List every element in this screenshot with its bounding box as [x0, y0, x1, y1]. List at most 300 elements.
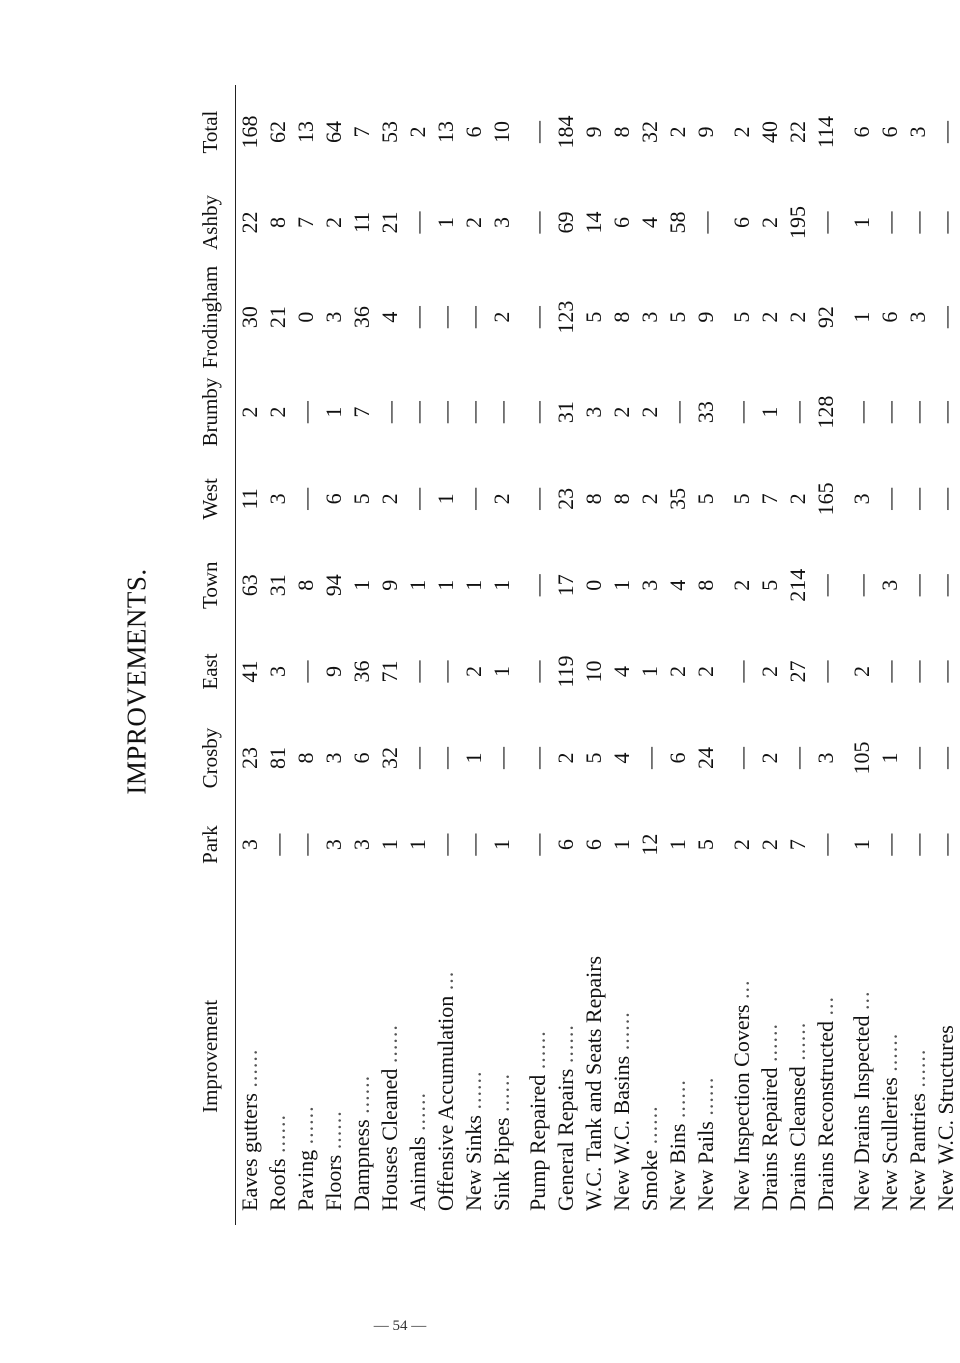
cell-crosby: 105 — [849, 741, 874, 775]
row-leader-dots: ...... — [553, 1024, 578, 1064]
cell-west: 3 — [265, 493, 290, 505]
cell-frodingham: 21 — [265, 306, 290, 329]
cell-park: 6 — [581, 839, 606, 851]
cell-crosby: 23 — [237, 747, 262, 770]
cell-total: 6 — [849, 126, 874, 138]
row-label — [404, 888, 432, 1225]
cell-total: 9 — [581, 126, 606, 138]
cell-frodingham: 2 — [757, 311, 782, 323]
cell-crosby: 2 — [757, 752, 782, 764]
column-header-east: East — [185, 629, 236, 715]
cell-crosby: 1 — [461, 752, 486, 764]
cell-town: 9 — [377, 579, 402, 591]
cell-ashby: — — [525, 211, 550, 234]
row-label-text: New W.C. Structures — [933, 1025, 958, 1211]
cell-frodingham: 92 — [813, 306, 838, 329]
cell-crosby: 5 — [581, 752, 606, 764]
table-row — [932, 85, 960, 1225]
row-label-text: Drains Reconstructed — [813, 1021, 838, 1211]
table-row — [840, 85, 876, 1225]
row-label — [432, 888, 460, 1225]
cell-crosby: 3 — [813, 752, 838, 764]
cell-west: 5 — [729, 493, 754, 505]
row-label-text: New Drains Inspected — [849, 1015, 874, 1211]
row-leader-dots: ...... — [489, 1072, 514, 1112]
cell-town: 214 — [785, 568, 810, 602]
column-header-park: Park — [185, 802, 236, 888]
cell-park: — — [933, 833, 958, 856]
cell-east: 27 — [785, 660, 810, 683]
cell-park: 6 — [553, 839, 578, 851]
row-leader-dots: ...... — [785, 1021, 810, 1061]
row-label — [812, 888, 840, 1225]
cell-crosby: 4 — [609, 752, 634, 764]
cell-ashby: 11 — [349, 211, 374, 234]
row-leader-dots: ...... — [293, 1105, 318, 1145]
cell-ashby: — — [877, 211, 902, 234]
cell-frodingham: 36 — [349, 306, 374, 329]
row-leader-dots: ...... — [609, 1011, 634, 1051]
cell-park: 1 — [489, 839, 514, 851]
cell-frodingham: 4 — [377, 311, 402, 323]
cell-east: 3 — [265, 666, 290, 678]
cell-east: 2 — [693, 666, 718, 678]
cell-west: 2 — [637, 493, 662, 505]
row-leader-dots: ... — [813, 996, 838, 1016]
row-label — [608, 888, 636, 1225]
cell-west: 8 — [609, 493, 634, 505]
table-row — [692, 85, 720, 1225]
cell-east: — — [729, 660, 754, 683]
cell-east: 2 — [665, 666, 690, 678]
cell-town: — — [905, 574, 930, 597]
cell-crosby: 3 — [321, 752, 346, 764]
row-label — [756, 888, 784, 1225]
cell-total: 9 — [693, 126, 718, 138]
cell-town: 17 — [553, 574, 578, 597]
cell-brumby: 3 — [581, 406, 606, 418]
cell-frodingham: 123 — [553, 300, 578, 334]
row-label-text: New Pantries — [905, 1093, 930, 1211]
cell-west: — — [405, 487, 430, 510]
column-header-town: Town — [185, 542, 236, 628]
cell-town: 1 — [461, 579, 486, 591]
table-row — [756, 85, 784, 1225]
cell-park: 12 — [637, 833, 662, 856]
table-row — [320, 85, 348, 1225]
table-body — [236, 85, 960, 1225]
improvements-table-rotated — [185, 85, 958, 1225]
row-label-text: New Sculleries — [877, 1077, 902, 1211]
cell-ashby: 2 — [461, 216, 486, 228]
cell-brumby: 31 — [553, 401, 578, 424]
row-label — [580, 888, 608, 1225]
cell-east: — — [525, 660, 550, 683]
cell-ashby: — — [405, 211, 430, 234]
cell-total: 53 — [377, 121, 402, 144]
cell-frodingham: — — [933, 306, 958, 329]
cell-park: 1 — [405, 839, 430, 851]
table-row — [460, 85, 488, 1225]
row-label — [692, 888, 720, 1225]
column-header-brumby: Brumby — [185, 368, 236, 455]
table-row — [488, 85, 516, 1225]
cell-west: 2 — [785, 493, 810, 505]
cell-town: — — [933, 574, 958, 597]
row-label-text: New Sinks — [461, 1115, 486, 1211]
row-label — [876, 888, 904, 1225]
row-label-text: Houses Cleaned — [377, 1068, 402, 1211]
row-label — [552, 888, 580, 1225]
cell-park: 5 — [693, 839, 718, 851]
cell-ashby: 6 — [609, 216, 634, 228]
table-row — [904, 85, 932, 1225]
cell-park: 2 — [757, 839, 782, 851]
cell-brumby: 1 — [757, 406, 782, 418]
cell-frodingham: 9 — [693, 311, 718, 323]
cell-town: — — [525, 574, 550, 597]
table-row — [608, 85, 636, 1225]
cell-ashby: 58 — [665, 211, 690, 234]
cell-brumby: — — [905, 401, 930, 424]
page-title-text: IMPROVEMENTS. — [121, 568, 152, 795]
cell-east: 10 — [581, 660, 606, 683]
cell-brumby: — — [377, 401, 402, 424]
cell-park: — — [525, 833, 550, 856]
cell-east: 9 — [321, 666, 346, 678]
row-leader-dots: ...... — [237, 1048, 262, 1088]
table-row — [376, 85, 404, 1225]
table-row — [720, 85, 756, 1225]
cell-crosby: 24 — [693, 747, 718, 770]
row-leader-dots: ...... — [349, 1074, 374, 1114]
row-leader-dots: ...... — [637, 1105, 662, 1145]
cell-west: 11 — [237, 488, 262, 510]
cell-west: 1 — [433, 493, 458, 505]
table-row — [876, 85, 904, 1225]
cell-west: 2 — [489, 493, 514, 505]
cell-ashby: 8 — [265, 216, 290, 228]
cell-west: 2 — [377, 493, 402, 505]
row-label-text: Roofs — [265, 1158, 290, 1211]
column-header-total: Total — [185, 85, 236, 179]
cell-brumby: — — [849, 401, 874, 424]
cell-east: — — [813, 660, 838, 683]
cell-town: 1 — [349, 579, 374, 591]
row-leader-dots: ... — [849, 990, 874, 1010]
page-number: — 54 — — [373, 1318, 427, 1334]
row-label — [840, 888, 876, 1225]
cell-town: 3 — [877, 579, 902, 591]
cell-west: — — [933, 487, 958, 510]
cell-east: 2 — [461, 666, 486, 678]
cell-park: 1 — [609, 839, 634, 851]
cell-crosby: 81 — [265, 747, 290, 770]
cell-crosby: — — [785, 747, 810, 770]
cell-crosby: 6 — [349, 752, 374, 764]
cell-ashby: 3 — [489, 216, 514, 228]
table-row — [664, 85, 692, 1225]
row-label-text: Paving — [293, 1149, 318, 1211]
cell-brumby: — — [433, 401, 458, 424]
row-label-text: General Repairs — [553, 1068, 578, 1211]
cell-west: 3 — [849, 493, 874, 505]
cell-total: 13 — [433, 121, 458, 144]
cell-crosby: — — [637, 747, 662, 770]
cell-frodingham: 2 — [785, 311, 810, 323]
cell-ashby: 1 — [433, 216, 458, 228]
row-label — [720, 888, 756, 1225]
cell-brumby: — — [293, 401, 318, 424]
cell-crosby: 8 — [293, 752, 318, 764]
table-row — [236, 85, 265, 1225]
row-label-text: New Pails — [693, 1121, 718, 1211]
cell-frodingham: 5 — [581, 311, 606, 323]
row-leader-dots: ... — [729, 979, 754, 999]
row-label-text: Offensive Accumulation — [433, 995, 458, 1211]
cell-brumby: 2 — [637, 406, 662, 418]
row-leader-dots: ...... — [377, 1024, 402, 1064]
cell-frodingham: 1 — [849, 311, 874, 323]
cell-town: 63 — [237, 574, 262, 597]
cell-west: 6 — [321, 493, 346, 505]
cell-east: 36 — [349, 660, 374, 683]
cell-park: — — [905, 833, 930, 856]
cell-total: 64 — [321, 121, 346, 144]
cell-crosby: — — [729, 747, 754, 770]
table-row — [784, 85, 812, 1225]
cell-brumby: — — [461, 401, 486, 424]
row-label-text: W.C. Tank and Seats Repairs — [581, 955, 606, 1211]
cell-west: 7 — [757, 493, 782, 505]
cell-total: — — [525, 121, 550, 144]
cell-town: 8 — [693, 579, 718, 591]
cell-brumby: 1 — [321, 406, 346, 418]
row-label — [904, 888, 932, 1225]
cell-ashby: 21 — [377, 211, 402, 234]
cell-brumby: — — [405, 401, 430, 424]
cell-crosby: — — [905, 747, 930, 770]
cell-town: 1 — [405, 579, 430, 591]
column-header-improvement: Improvement — [185, 888, 236, 1225]
cell-town: 1 — [609, 579, 634, 591]
row-leader-dots: ...... — [905, 1048, 930, 1088]
cell-ashby: 6 — [729, 216, 754, 228]
cell-total: — — [933, 121, 958, 144]
cell-frodingham: 5 — [665, 311, 690, 323]
cell-ashby: 2 — [321, 216, 346, 228]
cell-brumby: 2 — [609, 406, 634, 418]
cell-total: 62 — [265, 121, 290, 144]
cell-west: 5 — [349, 493, 374, 505]
cell-ashby: — — [905, 211, 930, 234]
cell-total: 6 — [877, 126, 902, 138]
row-label — [664, 888, 692, 1225]
row-label — [932, 888, 960, 1225]
cell-brumby: — — [877, 401, 902, 424]
cell-total: 2 — [729, 126, 754, 138]
cell-frodingham: 3 — [905, 311, 930, 323]
cell-park: 7 — [785, 839, 810, 851]
improvements-table — [185, 85, 960, 1225]
cell-frodingham: 2 — [489, 311, 514, 323]
cell-total: 168 — [237, 115, 262, 149]
cell-park: 3 — [349, 839, 374, 851]
cell-brumby: 2 — [265, 406, 290, 418]
table-row — [552, 85, 580, 1225]
cell-frodingham: 8 — [609, 311, 634, 323]
cell-east: 71 — [377, 660, 402, 683]
row-label — [292, 888, 320, 1225]
row-label-text: Smoke — [637, 1149, 662, 1211]
row-leader-dots: ...... — [757, 1022, 782, 1062]
cell-ashby: 195 — [785, 205, 810, 239]
cell-town: — — [813, 574, 838, 597]
cell-town: 0 — [581, 579, 606, 591]
cell-ashby: 1 — [849, 216, 874, 228]
cell-west: 8 — [581, 493, 606, 505]
cell-total: 8 — [609, 126, 634, 138]
cell-brumby: 2 — [237, 406, 262, 418]
row-leader-dots: ... — [433, 970, 458, 991]
cell-town: 1 — [433, 579, 458, 591]
cell-ashby: 22 — [237, 211, 262, 234]
cell-crosby: — — [433, 747, 458, 770]
cell-brumby: — — [933, 401, 958, 424]
cell-total: 3 — [905, 126, 930, 138]
cell-west: — — [877, 487, 902, 510]
column-header-frodingham: Frodingham — [185, 266, 236, 369]
row-label-text: Eaves gutters — [237, 1093, 262, 1211]
row-label — [460, 888, 488, 1225]
cell-town: 94 — [321, 574, 346, 597]
row-label-text: Animals — [405, 1136, 430, 1211]
cell-park: 1 — [377, 839, 402, 851]
table-row — [812, 85, 840, 1225]
cell-brumby: — — [729, 401, 754, 424]
cell-park: 3 — [237, 839, 262, 851]
cell-total: 13 — [293, 121, 318, 144]
cell-crosby: — — [489, 747, 514, 770]
cell-total: 184 — [553, 115, 578, 149]
cell-frodingham: — — [433, 306, 458, 329]
cell-west: — — [461, 487, 486, 510]
row-label — [264, 888, 292, 1225]
cell-total: 10 — [489, 121, 514, 144]
row-label — [236, 888, 265, 1225]
row-label — [320, 888, 348, 1225]
cell-east: 1 — [489, 666, 514, 678]
cell-town: 8 — [293, 579, 318, 591]
cell-east: — — [905, 660, 930, 683]
row-label-text: New Bins — [665, 1123, 690, 1211]
cell-east: 2 — [757, 666, 782, 678]
cell-brumby: — — [489, 401, 514, 424]
cell-park: 3 — [321, 839, 346, 851]
cell-frodingham: 5 — [729, 311, 754, 323]
page-title — [112, 0, 162, 1363]
cell-crosby: 1 — [877, 752, 902, 764]
row-leader-dots: ...... — [321, 1110, 346, 1150]
cell-east: 119 — [553, 655, 578, 688]
cell-park: — — [265, 833, 290, 856]
cell-crosby: — — [405, 747, 430, 770]
cell-brumby: 128 — [813, 395, 838, 429]
cell-frodingham: 6 — [877, 311, 902, 323]
cell-west: 23 — [553, 487, 578, 510]
cell-east: 4 — [609, 666, 634, 678]
row-label — [516, 888, 552, 1225]
cell-frodingham: — — [525, 306, 550, 329]
row-label-text: Dampness — [349, 1119, 374, 1211]
row-label — [636, 888, 664, 1225]
cell-ashby: — — [813, 211, 838, 234]
cell-ashby: 7 — [293, 216, 318, 228]
row-leader-dots: ...... — [461, 1070, 486, 1110]
table-row — [264, 85, 292, 1225]
cell-ashby: — — [693, 211, 718, 234]
row-leader-dots: ...... — [877, 1032, 902, 1072]
cell-east: — — [405, 660, 430, 683]
cell-total: 7 — [349, 126, 374, 138]
cell-brumby: — — [785, 401, 810, 424]
cell-frodingham: 30 — [237, 306, 262, 329]
cell-town: 5 — [757, 579, 782, 591]
table-row — [432, 85, 460, 1225]
table-row — [292, 85, 320, 1225]
cell-east: — — [293, 660, 318, 683]
table-row — [516, 85, 552, 1225]
cell-total: 2 — [405, 126, 430, 138]
cell-east: — — [433, 660, 458, 683]
cell-total: 6 — [461, 126, 486, 138]
cell-crosby: 2 — [553, 752, 578, 764]
cell-west: 5 — [693, 493, 718, 505]
cell-park: — — [461, 833, 486, 856]
table-row — [580, 85, 608, 1225]
cell-frodingham: — — [461, 306, 486, 329]
cell-frodingham: 3 — [321, 311, 346, 323]
row-leader-dots: ...... — [525, 1030, 550, 1070]
cell-park: — — [877, 833, 902, 856]
cell-east: 1 — [637, 666, 662, 678]
column-header-ashby: Ashby — [185, 179, 236, 266]
cell-ashby: 69 — [553, 211, 578, 234]
column-header-crosby: Crosby — [185, 715, 236, 802]
cell-frodingham: 3 — [637, 311, 662, 323]
row-leader-dots: ...... — [693, 1076, 718, 1116]
cell-total: 40 — [757, 121, 782, 144]
row-label — [348, 888, 376, 1225]
cell-west: 35 — [665, 487, 690, 510]
table-row — [404, 85, 432, 1225]
row-label-text: Sink Pipes — [489, 1117, 514, 1211]
cell-town: 2 — [729, 579, 754, 591]
cell-west: — — [293, 487, 318, 510]
table-row — [348, 85, 376, 1225]
cell-brumby: — — [665, 401, 690, 424]
cell-east: 41 — [237, 660, 262, 683]
cell-town: 4 — [665, 579, 690, 591]
cell-total: 32 — [637, 121, 662, 144]
cell-total: 114 — [813, 115, 838, 149]
cell-crosby: — — [933, 747, 958, 770]
cell-west: — — [525, 487, 550, 510]
cell-ashby: 4 — [637, 216, 662, 228]
row-label-text: Drains Repaired — [757, 1067, 782, 1211]
cell-crosby: 32 — [377, 747, 402, 770]
row-leader-dots: ...... — [405, 1091, 430, 1131]
